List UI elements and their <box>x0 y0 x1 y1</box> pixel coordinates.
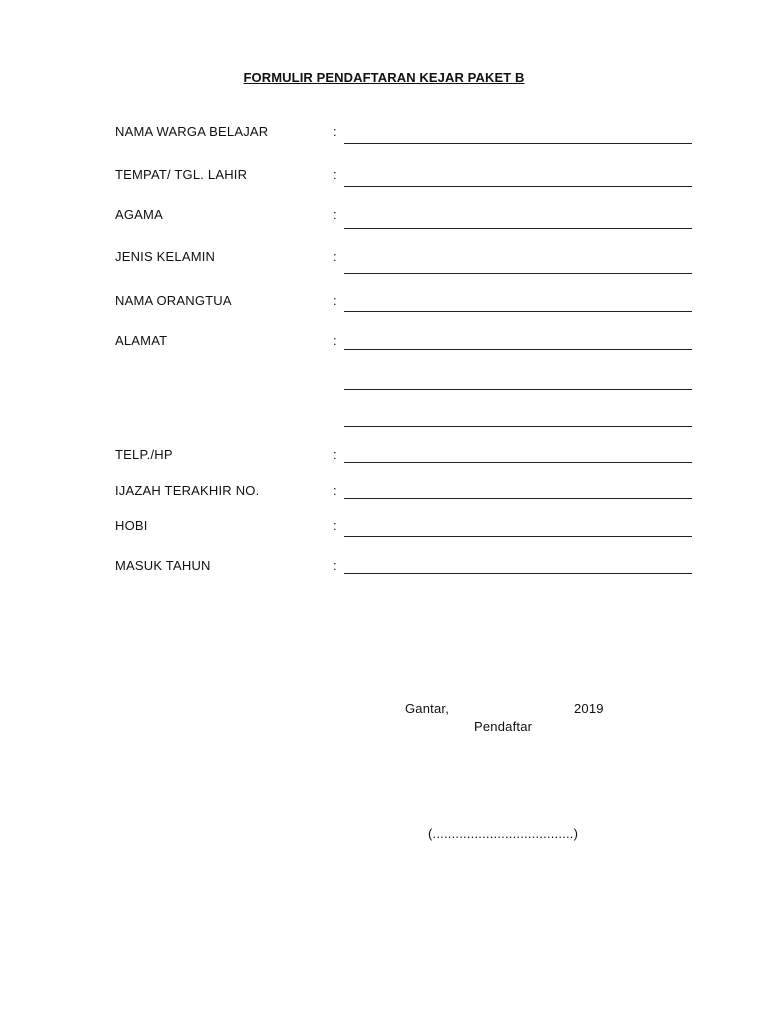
input-line-telp-hp[interactable] <box>344 462 692 463</box>
input-line-jenis-kelamin[interactable] <box>344 273 692 274</box>
input-line-alamat-3[interactable] <box>344 426 692 427</box>
colon-tempat-tgl-lahir: : <box>333 167 337 182</box>
signature-year: 2019 <box>574 701 604 716</box>
label-nama-orangtua: NAMA ORANGTUA <box>115 293 232 308</box>
colon-ijazah-terakhir-no: : <box>333 483 337 498</box>
input-line-agama[interactable] <box>344 228 692 229</box>
label-masuk-tahun: MASUK TAHUN <box>115 558 211 573</box>
colon-hobi: : <box>333 518 337 533</box>
input-line-nama-orangtua[interactable] <box>344 311 692 312</box>
colon-nama-warga-belajar: : <box>333 124 337 139</box>
input-line-nama-warga-belajar[interactable] <box>344 143 692 144</box>
input-line-alamat-2[interactable] <box>344 389 692 390</box>
label-telp-hp: TELP./HP <box>115 447 173 462</box>
input-line-alamat-1[interactable] <box>344 349 692 350</box>
label-tempat-tgl-lahir: TEMPAT/ TGL. LAHIR <box>115 167 248 182</box>
signature-role: Pendaftar <box>474 719 533 734</box>
colon-nama-orangtua: : <box>333 293 337 308</box>
form-title: FORMULIR PENDAFTARAN KEJAR PAKET B <box>243 70 525 85</box>
colon-telp-hp: : <box>333 447 337 462</box>
signature-place: Gantar, <box>405 701 450 716</box>
input-line-hobi[interactable] <box>344 536 692 537</box>
colon-jenis-kelamin: : <box>333 249 337 264</box>
label-alamat: ALAMAT <box>115 333 168 348</box>
label-ijazah-terakhir-no: IJAZAH TERAKHIR NO. <box>115 483 260 498</box>
input-line-ijazah-terakhir-no[interactable] <box>344 498 692 499</box>
label-nama-warga-belajar: NAMA WARGA BELAJAR <box>115 124 269 139</box>
label-jenis-kelamin: JENIS KELAMIN <box>115 249 216 264</box>
input-line-tempat-tgl-lahir[interactable] <box>344 186 692 187</box>
colon-alamat: : <box>333 333 337 348</box>
label-agama: AGAMA <box>115 207 163 222</box>
input-line-masuk-tahun[interactable] <box>344 573 692 574</box>
colon-masuk-tahun: : <box>333 558 337 573</box>
colon-agama: : <box>333 207 337 222</box>
signature-name-placeholder[interactable]: (.....................................) <box>428 826 579 841</box>
label-hobi: HOBI <box>115 518 148 533</box>
